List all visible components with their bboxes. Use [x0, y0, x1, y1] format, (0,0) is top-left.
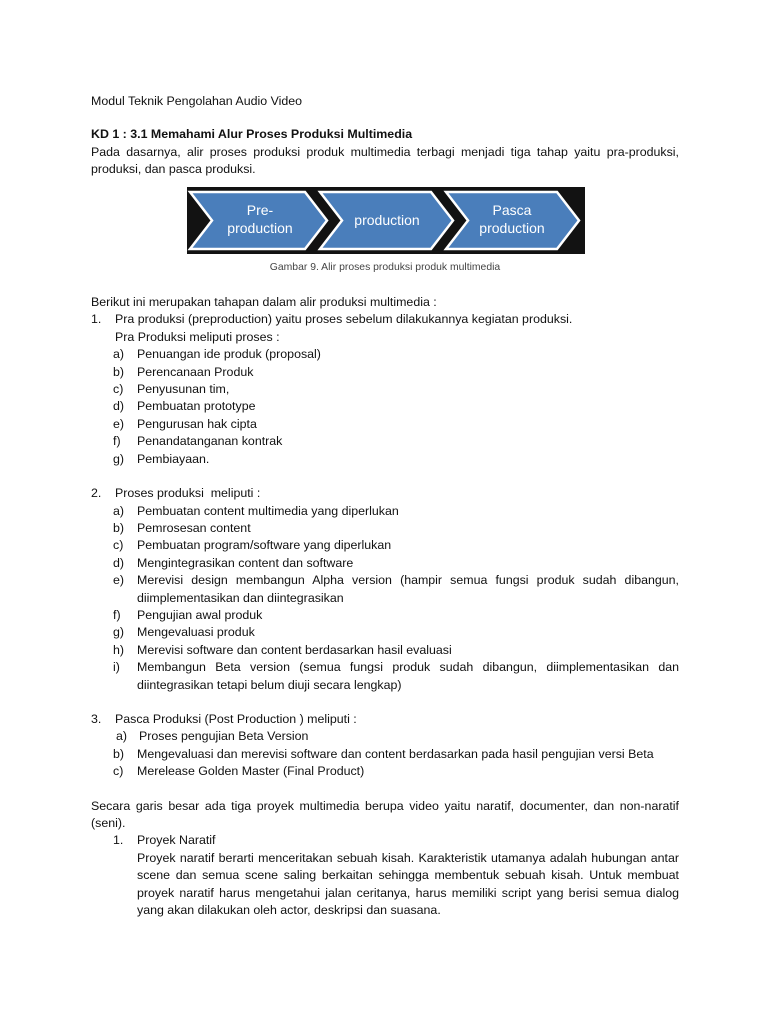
diagram-caption: Gambar 9. Alir proses produksi produk multimedia — [269, 261, 501, 273]
item-text: Pemrosesan content — [137, 520, 251, 535]
list-item — [91, 451, 679, 468]
list-item — [91, 364, 679, 381]
project-1 — [91, 832, 679, 919]
item-label: g) — [113, 451, 125, 466]
section-3-title: Pasca Produksi (Post Production ) meliputi : — [115, 711, 357, 726]
stages-intro: Berikut ini merupakan tahapan dalam alir produksi multimedia : — [91, 295, 437, 310]
stage-1-line1: Pre- — [246, 201, 274, 218]
project-1-title: Proyek Naratif — [137, 833, 216, 848]
item-text: Penuangan ide produk (proposal) — [137, 347, 321, 362]
item-label: a) — [113, 503, 125, 518]
section-1-subtitle: Pra Produksi meliputi proses : — [115, 329, 280, 344]
item-text: Mengevaluasi dan merevisi software dan content berdasarkan pada hasil pengujian versi Beta — [137, 746, 654, 761]
section-3-number: 3. — [91, 711, 102, 726]
item-label: a) — [116, 729, 128, 744]
list-item — [91, 624, 679, 641]
list-item — [91, 659, 679, 694]
stage-2-line1: production — [354, 211, 420, 228]
list-item — [91, 555, 679, 572]
list-item — [91, 398, 679, 415]
section-2-list — [91, 503, 679, 694]
item-label: d) — [113, 399, 125, 414]
item-text: Pembuatan program/software yang diperlukan — [137, 538, 392, 553]
list-item — [91, 503, 679, 520]
item-text: Perencanaan Produk — [137, 364, 254, 379]
project-1-text: Proyek naratif berarti menceritakan sebuah kisah. Karakteristik utamanya adalah hubungan antar scene dan semua scene saling berkaitan sehingga membentuk sebuah kisah. Untuk membuat proyek naratif harus mengetahui jalan ceritanya, harus memiliki script yang berisi semua dialog yang akan dilakukan oleh actor, deskripsi dan suasana. — [137, 850, 679, 918]
stage-1-line2: production — [227, 219, 293, 236]
list-item — [91, 572, 679, 607]
list-item — [91, 642, 679, 659]
item-text: Pembuatan content multimedia yang diperlukan — [137, 503, 399, 518]
item-label: d) — [113, 555, 125, 570]
list-item — [91, 537, 679, 554]
list-item — [91, 520, 679, 537]
list-item — [91, 763, 679, 780]
list-item — [91, 346, 679, 363]
process-arrows — [187, 187, 585, 254]
stage-3-line2: production — [479, 219, 545, 236]
item-text: Penyusunan tim, — [137, 382, 230, 397]
item-label: a) — [113, 347, 125, 362]
item-label: i) — [113, 660, 120, 675]
item-label: e) — [113, 573, 125, 588]
section-2-title: Proses produksi meliputi : — [115, 486, 261, 501]
section-1-title: Pra produksi (preproduction) yaitu proses sebelum dilakukannya kegiatan produksi. — [115, 312, 573, 327]
item-text: Merevisi design membangun Alpha version (hampir semua fungsi produk sudah dibangun, diimplementasikan dan diintegrasikan — [137, 573, 679, 605]
section-1 — [91, 311, 679, 346]
project-1-number: 1. — [113, 833, 124, 848]
item-text: Proses pengujian Beta Version — [139, 729, 309, 744]
list-item — [91, 607, 679, 624]
list-item — [91, 381, 679, 398]
item-text: Pengurusan hak cipta — [137, 416, 257, 431]
item-text: Mengevaluasi produk — [137, 625, 255, 640]
item-text: Pembuatan prototype — [137, 399, 256, 414]
item-text: Merevisi software dan content berdasarkan hasil evaluasi — [137, 642, 452, 657]
item-label: c) — [113, 382, 124, 397]
item-label: f) — [113, 607, 121, 622]
projects-intro: Secara garis besar ada tiga proyek multimedia berupa video yaitu naratif, documenter, dan non-naratif (seni). — [91, 798, 679, 830]
item-text: Pengujian awal produk — [137, 607, 263, 622]
item-label: c) — [113, 538, 124, 553]
kd-title: KD 1 : 3.1 Memahami Alur Proses Produksi Multimedia — [91, 127, 413, 142]
item-label: b) — [113, 364, 125, 379]
item-label: c) — [113, 764, 124, 779]
item-label: f) — [113, 434, 121, 449]
item-label: e) — [113, 416, 125, 431]
list-item — [91, 728, 679, 745]
section-2-number: 2. — [91, 486, 102, 501]
module-header: Modul Teknik Pengolahan Audio Video — [91, 94, 303, 108]
item-text: Mengintegrasikan content dan software — [137, 555, 354, 570]
list-item — [91, 433, 679, 450]
document-page — [91, 93, 679, 919]
process-diagram — [187, 187, 585, 254]
item-text: Merelease Golden Master (Final Product) — [137, 764, 365, 779]
section-2 — [91, 485, 679, 502]
section-3-list — [91, 728, 679, 780]
intro-paragraph: Pada dasarnya, alir proses produksi produk multimedia terbagi menjadi tiga tahap yaitu pra-produksi, produksi, dan pasca produksi. — [91, 144, 679, 177]
item-text: Pembiayaan. — [137, 451, 210, 466]
section-1-number: 1. — [91, 312, 102, 327]
item-text: Penandatanganan kontrak — [137, 434, 283, 449]
item-text: Membangun Beta version (semua fungsi produk sudah dibangun, diimplementasikan dan diintegrasikan tetapi belum diuji secara lengkap) — [137, 660, 679, 692]
item-label: g) — [113, 625, 125, 640]
list-item — [91, 746, 679, 763]
section-1-list — [91, 346, 679, 468]
item-label: b) — [113, 520, 125, 535]
section-3 — [91, 711, 679, 728]
item-label: h) — [113, 642, 125, 657]
list-item — [91, 416, 679, 433]
item-label: b) — [113, 746, 125, 761]
stage-3-line1: Pasca — [492, 201, 532, 218]
